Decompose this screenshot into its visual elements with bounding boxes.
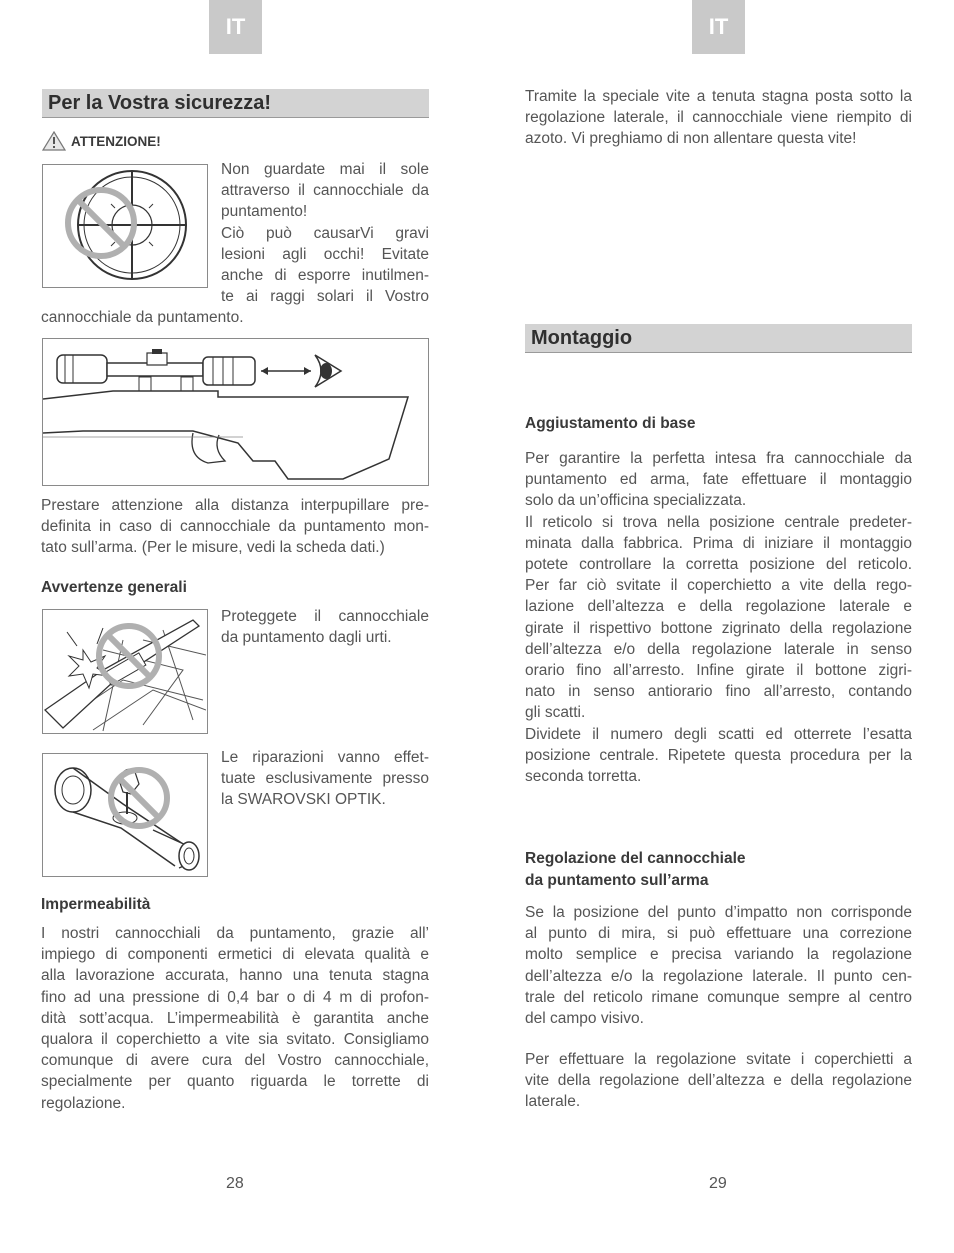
text-line: azoto. Vi preghiamo di non allentare questa vite! [525,130,857,148]
text-line: tuate esclusivamente presso [221,770,429,788]
procedure-text [525,1049,912,1113]
warning-label: ATTENZIONE! [71,133,161,149]
text-line: Per effettuare la regolazione svitate i coperchietti a [525,1051,912,1068]
text-line: Per far ciò svitate il coperchietto a vite della rego- [525,577,912,595]
text-line: te ai raggi solari il Vostro [221,288,429,306]
text-line: vite della regolazione dell’altezza e della regolazione [525,1072,912,1090]
heading-waterproof: Impermeabilità [41,896,151,913]
section-title-safety: Per la Vostra sicurezza! [42,89,429,118]
text-line: trale del reticolo rimane comunque sempre al centro [525,988,912,1006]
repair-prohibited-figure [42,753,208,877]
nitrogen-text [525,86,912,150]
text-line: gli scatti. [525,704,586,722]
text-line: attraverso il cannocchiale da [221,182,429,200]
text-line: Tramite la speciale vite a tenuta stagna posta sotto la [525,88,912,105]
text-line: Le riparazioni vanno effet- [221,749,429,766]
rifle-scope-figure [42,338,429,486]
warning-row [42,131,161,151]
text-line: tato sull’arma. (Per le misure, vedi la scheda dati.) [41,539,385,557]
text-line: regolazione. [41,1094,126,1112]
heading-line: Regolazione del cannocchiale [525,850,746,867]
heading-line: da puntamento sull’arma [525,871,709,889]
sun-prohibited-figure [42,164,208,288]
text-line: anche di esporre inutilmen- [221,267,429,285]
text-line: dell’altezza e/o la regolazione laterale. Il punto cen- [525,967,912,985]
text-line: Il reticolo si trova nella posizione centrale predeter- [525,513,912,531]
text-line: qualora il coperchietto a vite sia svitato. Consigliamo [41,1031,429,1049]
text-line: la SWAROVSKI OPTIK. [221,791,386,809]
heading-scope-adjustment [525,848,746,891]
scope-adjustment-text [525,902,912,1029]
text-line: al punto di mira, si può effettuare una correzione [525,925,912,943]
text-line: puntamento ed arma, fate effettuare il montaggio [525,471,912,489]
shock-text [221,606,429,648]
text-line: solo da un’officina specializzata. [525,492,747,510]
text-line: dità sott’acqua. L’impermeabilità è garantita anche [41,1009,429,1027]
text-line: da puntamento dagli urti. [221,629,392,647]
text-line: Se la posizione del punto d’impatto non corrisponde [525,904,912,921]
text-line: Prestare attenzione alla distanza interpupillare pre- [41,497,429,514]
text-line: Per garantire la perfetta intesa fra cannocchiale da [525,450,912,467]
heading-basic-adjustment: Aggiustamento di base [525,415,696,432]
text-line: molto semplice e precisa variando la regolazione [525,946,912,964]
text-line: Non guardate mai il sole [221,161,429,178]
text-line: comunque di avere cura del Vostro cannocchiale, [41,1052,429,1070]
sun-warning-tail: cannocchiale da puntamento. [41,309,244,326]
interpupillary-text [41,495,429,559]
warning-triangle-icon [42,131,66,151]
language-tab-left: IT [209,0,262,54]
text-line: laterale. [525,1093,581,1111]
text-line: girate il rispettivo bottone zigrinato della regolazione [525,619,912,637]
text-line: seconda torretta. [525,768,642,786]
language-tab-right: IT [692,0,745,54]
text-line: Proteggete il cannocchiale [221,608,429,625]
heading-general-warnings: Avvertenze generali [41,579,187,596]
text-line: I nostri cannocchiali da puntamento, grazie all’ [41,925,429,942]
text-line: dell’altezza e/o della regolazione laterale in senso [525,640,912,658]
text-line: potete controllare la corretta posizione del reticolo. [525,556,912,574]
text-line: Dividete il numero degli scatti ed otterrete l’esatta [525,725,912,743]
text-line: fino ad una pressione di 0,4 bar o di 4 m di profon- [41,988,429,1006]
text-line: definita in caso di cannocchiale da puntamento mon- [41,518,429,536]
text-line: lesioni agli occhi! Evitate [221,245,429,263]
text-line: posizione centrale. Ripetete questa procedura per la [525,746,912,764]
text-line: regolazione laterale, il cannocchiale viene riempito di [525,109,912,127]
page-number-right: 29 [709,1175,727,1192]
shock-prohibited-figure [42,609,208,734]
waterproof-text [41,923,429,1114]
sun-warning-text [221,159,429,307]
text-line: minata dalla fabbrica. Prima di iniziare il montaggio [525,534,912,552]
text-line: specialmente per quanto riguarda le torrette di [41,1073,429,1091]
text-line: lazione dell’altezza e della regolazione laterale e [525,598,912,616]
text-line: impiego di componenti ermetici di elevata qualità e [41,946,429,964]
text-line: Ciò può causarVi gravi [221,224,429,242]
text-line: nato in senso antiorario fino all’arresto, contando [525,683,912,701]
text-line: puntamento! [221,203,308,221]
text-line: del campo visivo. [525,1010,644,1028]
page-number-left: 28 [226,1175,244,1192]
text-line: orario fino all’arresto. Infine girate il bottone zigri- [525,662,912,680]
text-line: alla lavorazione accurata, hanno una tenuta stagna [41,967,429,985]
section-title-mounting: Montaggio [525,324,912,353]
repair-text [221,747,429,811]
basic-adjustment-text [525,448,912,787]
